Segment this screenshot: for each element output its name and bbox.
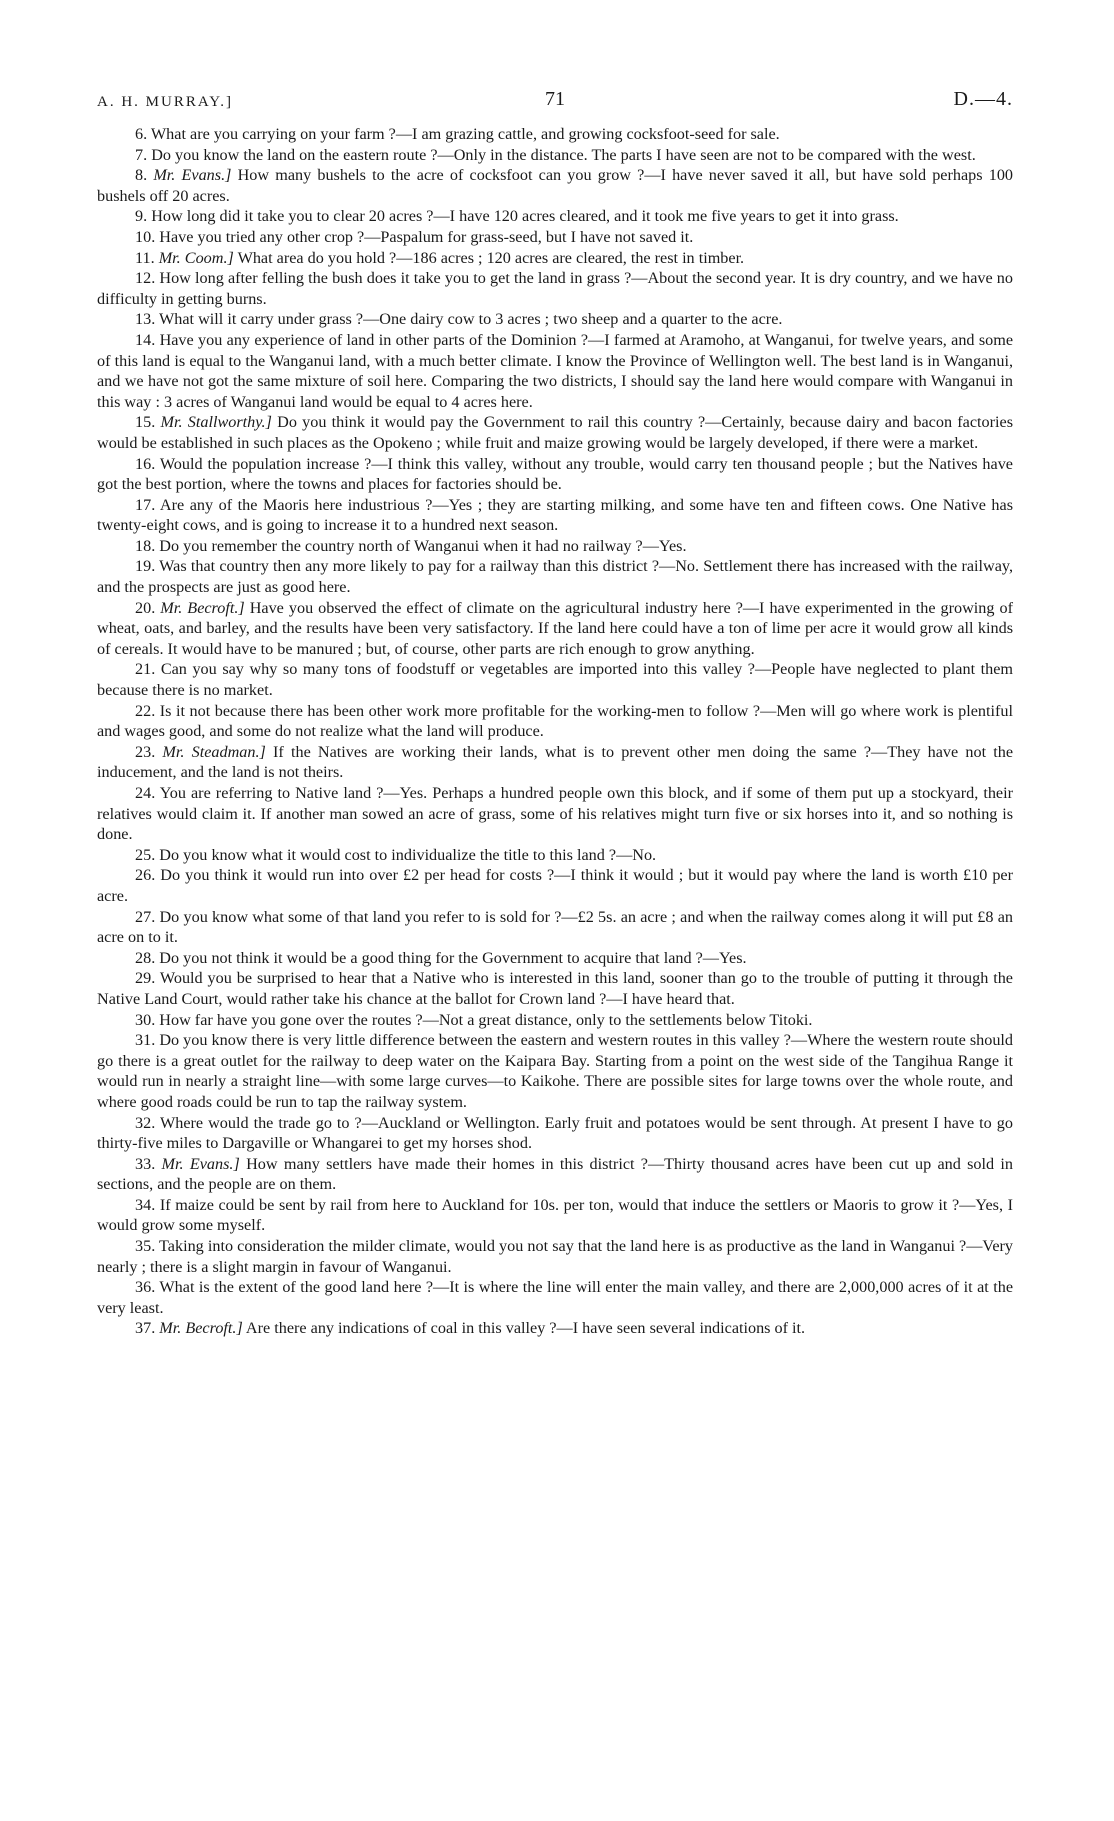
question-answer-text: Have you any experience of land in other parts of the Dominion ?—I farmed at Aramoho, at Wanganui, for twelve years, and some of this land is equal to the Wanganui land, with a much better climate. I know the Province of Wellington well. The best land is in Wanganui, and we have not got the same mixture of soil here. Comparing the two districts, I should say the land here would compare with Wanganui in this way : 3 acres of Wanganui land would be equal to 4 acres here. <box>97 330 1014 411</box>
question-paragraph <box>97 330 1013 412</box>
question-answer-text: Can you say why so many tons of foodstuff or vegetables are imported into this valley ?—People have neglected to plant them because there is no market. <box>97 660 1014 700</box>
question-answer-text: What will it carry under grass ?—One dairy cow to 3 acres ; two sheep and a quarter to the acre. <box>159 310 783 329</box>
question-number: 24. <box>135 784 156 802</box>
speaker-label: Mr. Evans.] <box>161 1154 240 1173</box>
question-paragraph <box>97 845 1013 866</box>
question-number: 18. <box>135 536 156 555</box>
question-number: 17. <box>135 495 156 514</box>
document-page <box>97 88 1013 1339</box>
question-paragraph <box>97 124 1013 145</box>
question-number: 12. <box>135 269 156 288</box>
question-paragraph <box>97 412 1013 453</box>
question-number: 29. <box>135 969 156 988</box>
question-paragraph <box>97 968 1013 1009</box>
speaker-label: Mr. Becroft.] <box>160 598 245 617</box>
question-paragraph <box>97 309 1013 330</box>
question-number: 37. <box>135 1319 156 1338</box>
question-answer-text: What are you carrying on your farm ?—I am grazing cattle, and growing cocksfoot-seed for sale. <box>150 125 780 143</box>
witness-name: A. H. MURRAY.] <box>97 94 233 110</box>
question-answer-text: Are there any indications of coal in this valley ?—I have seen several indications of it. <box>245 1319 806 1338</box>
question-number: 31. <box>135 1031 156 1050</box>
question-answer-text: What is the extent of the good land here ?—It is where the line will enter the main valley, and there are 2,000,000 acres of it at the very least. <box>97 1278 1014 1317</box>
question-number: 19. <box>135 557 156 576</box>
question-number: 9. <box>135 207 148 226</box>
question-answer-text: How long after felling the bush does it take you to get the land in grass ?—About the second year. It is dry country, and we have no difficulty in getting burns. <box>97 269 1013 308</box>
question-paragraph <box>97 1236 1013 1277</box>
question-number: 30. <box>135 1010 156 1029</box>
question-number: 14. <box>135 330 156 349</box>
question-number: 21. <box>135 660 156 679</box>
speaker-label: Mr. Evans.] <box>153 166 232 185</box>
question-paragraph <box>97 742 1013 783</box>
speaker-label: Mr. Steadman.] <box>162 742 266 761</box>
page-number: 71 <box>545 88 565 110</box>
question-answer-text: Do you think it would pay the Government to rail this country ?—Certainly, because dairy and bacon factories would be established in such places as the Opokeno ; while fruit and maize growing would be largely developed, if there were a market. <box>97 413 1014 452</box>
question-paragraph <box>97 227 1013 248</box>
question-paragraph <box>97 598 1013 660</box>
document-reference: D.—4. <box>953 88 1013 110</box>
question-number: 25. <box>135 845 156 864</box>
question-number: 33. <box>135 1154 156 1173</box>
question-answer-text: Do you not think it would be a good thing for the Government to acquire that land ?—Yes. <box>159 948 747 967</box>
question-answer-text: Would you be surprised to hear that a Native who is interested in this land, sooner than go to the trouble of putting it through the Native Land Court, would rather take his chance at the ballot for Crown land ?—I have heard that. <box>97 969 1013 1008</box>
question-answer-text: Are any of the Maoris here industrious ?—Yes ; they are starting milking, and some have ten and fifteen cows. One Native has twenty-eight cows, and is going to increase it to a hundred next season. <box>97 495 1013 535</box>
question-number: 32. <box>135 1113 156 1132</box>
question-number: 20. <box>135 598 156 617</box>
question-number: 10. <box>135 227 156 246</box>
question-number: 36. <box>135 1278 156 1297</box>
question-paragraph <box>97 1277 1013 1318</box>
question-answer-text: Is it not because there has been other work more profitable for the working-men to follow ?—Men will go where work is plentiful and wages good, and some do not realize what the land will produce. <box>97 701 1014 741</box>
question-paragraph <box>97 268 1013 309</box>
question-number: 7. <box>135 145 148 164</box>
question-number: 28. <box>135 948 156 967</box>
question-paragraph <box>97 701 1013 742</box>
question-answer-text: Taking into consideration the milder climate, would you not say that the land here is as productive as the land in Wanganui ?—Very nearly ; there is a slight margin in favour of Wanganui. <box>97 1237 1013 1276</box>
question-answer-text: Do you think it would run into over £2 per head for costs ?—I think it would ; but it would pay where the land is worth £10 per acre. <box>97 866 1014 905</box>
question-paragraph <box>97 206 1013 227</box>
speaker-label: Mr. Coom.] <box>158 248 234 267</box>
question-answer-text: If the Natives are working their lands, what is to prevent other men doing the same ?—They have not the inducement, and the land is not theirs. <box>97 742 1014 782</box>
question-paragraph <box>97 1195 1013 1236</box>
question-paragraph <box>97 1154 1013 1195</box>
question-answer-text: Do you know there is very little difference between the eastern and western routes in this valley ?—Where the western route should go there is a great outlet for the railway to deep water on the Kaipara Bay. Starting from a point on the west side of the Tangihua Range it would run in nearly a straight line—with some large curves—to Kaikohe. There are possible sites for large towns over the whole route, and where good roads could be run to tap the railway system. <box>97 1031 1014 1111</box>
question-paragraph <box>97 536 1013 557</box>
question-number: 6. <box>135 125 148 143</box>
question-paragraph <box>97 1318 1013 1339</box>
question-paragraph <box>97 907 1013 948</box>
question-answer-text: Do you remember the country north of Wanganui when it had no railway ?—Yes. <box>159 536 687 555</box>
question-answer-text: Have you tried any other crop ?—Paspalum for grass-seed, but I have not saved it. <box>159 227 694 246</box>
question-paragraph <box>97 145 1013 166</box>
question-paragraph <box>97 783 1013 845</box>
question-paragraph <box>97 454 1013 495</box>
question-number: 23. <box>135 742 156 761</box>
question-answer-text: Do you know what it would cost to individualize the title to this land ?—No. <box>159 845 657 864</box>
question-paragraph <box>97 659 1013 700</box>
question-number: 15. <box>135 413 156 432</box>
question-answer-text: Do you know what some of that land you refer to is sold for ?—£2 5s. an acre ; and when the railway comes along it will put £8 an acre on to it. <box>97 907 1013 947</box>
question-number: 16. <box>135 454 156 473</box>
question-answer-text: Have you observed the effect of climate on the agricultural industry here ?—I have experimented in the growing of wheat, oats, and barley, and the results have been very satisfactory. If the land here could have a ton of lime per acre it would grow all kinds of cereals. It would have to be manured ; but, of course, other parts are rich enough to grow anything. <box>97 598 1013 658</box>
question-answer-text: How far have you gone over the routes ?—Not a great distance, only to the settlements below Titoki. <box>159 1010 813 1029</box>
question-answer-text: How long did it take you to clear 20 acres ?—I have 120 acres cleared, and it took me five years to get it into grass. <box>151 207 899 226</box>
question-answer-text: Would the population increase ?—I think this valley, without any trouble, would carry ten thousand people ; but the Natives have got the best portion, where the towns and places for factories should be. <box>97 454 1013 494</box>
question-paragraph <box>97 948 1013 969</box>
question-number: 8. <box>135 166 148 185</box>
question-answer-text: How many bushels to the acre of cocksfoot can you grow ?—I have never saved it all, but have sold perhaps 100 bushels off 20 acres. <box>97 166 1014 205</box>
question-answer-text: If maize could be sent by rail from here to Auckland for 10s. per ton, would that induce the settlers or Maoris to grow it ?—Yes, I would grow some myself. <box>97 1195 1013 1235</box>
question-paragraph <box>97 248 1013 269</box>
question-paragraph <box>97 165 1013 206</box>
speaker-label: Mr. Stallworthy.] <box>160 413 272 432</box>
question-number: 27. <box>135 907 156 926</box>
question-paragraph <box>97 865 1013 906</box>
question-paragraph <box>97 495 1013 536</box>
question-answer-text: You are referring to Native land ?—Yes. Perhaps a hundred people own this block, and if some of them put up a stockyard, their relatives would claim it. If another man sowed an acre of grass, some of his relatives might turn five or six horses into it, and so nothing is done. <box>97 784 1013 844</box>
question-paragraph <box>97 1113 1013 1154</box>
question-number: 22. <box>135 701 156 720</box>
question-answer-text: Do you know the land on the eastern route ?—Only in the distance. The parts I have seen are not to be compared with the west. <box>151 145 976 164</box>
question-paragraph <box>97 556 1013 597</box>
question-answer-text: Was that country then any more likely to pay for a railway than this district ?—No. Settlement there has increased with the railway, and the prospects are just as good here. <box>97 557 1013 597</box>
question-number: 11. <box>135 248 155 267</box>
question-number: 35. <box>135 1237 156 1256</box>
question-paragraph <box>97 1030 1013 1112</box>
question-answer-text: Where would the trade go to ?—Auckland or Wellington. Early fruit and potatoes would be sent through. At present I have to go thirty-five miles to Dargaville or Whangarei to get my horses shod. <box>97 1113 1013 1153</box>
question-number: 13. <box>135 310 156 329</box>
page-header <box>97 88 1013 122</box>
question-paragraph <box>97 1010 1013 1031</box>
question-answer-text: What area do you hold ?—186 acres ; 120 acres are cleared, the rest in timber. <box>237 248 745 267</box>
question-answer-text: How many settlers have made their homes in this district ?—Thirty thousand acres have been cut up and sold in sections, and the people are on them. <box>97 1154 1013 1194</box>
question-number: 26. <box>135 866 156 885</box>
document-body <box>97 124 1013 1339</box>
question-number: 34. <box>135 1195 156 1214</box>
speaker-label: Mr. Becroft.] <box>159 1319 243 1338</box>
